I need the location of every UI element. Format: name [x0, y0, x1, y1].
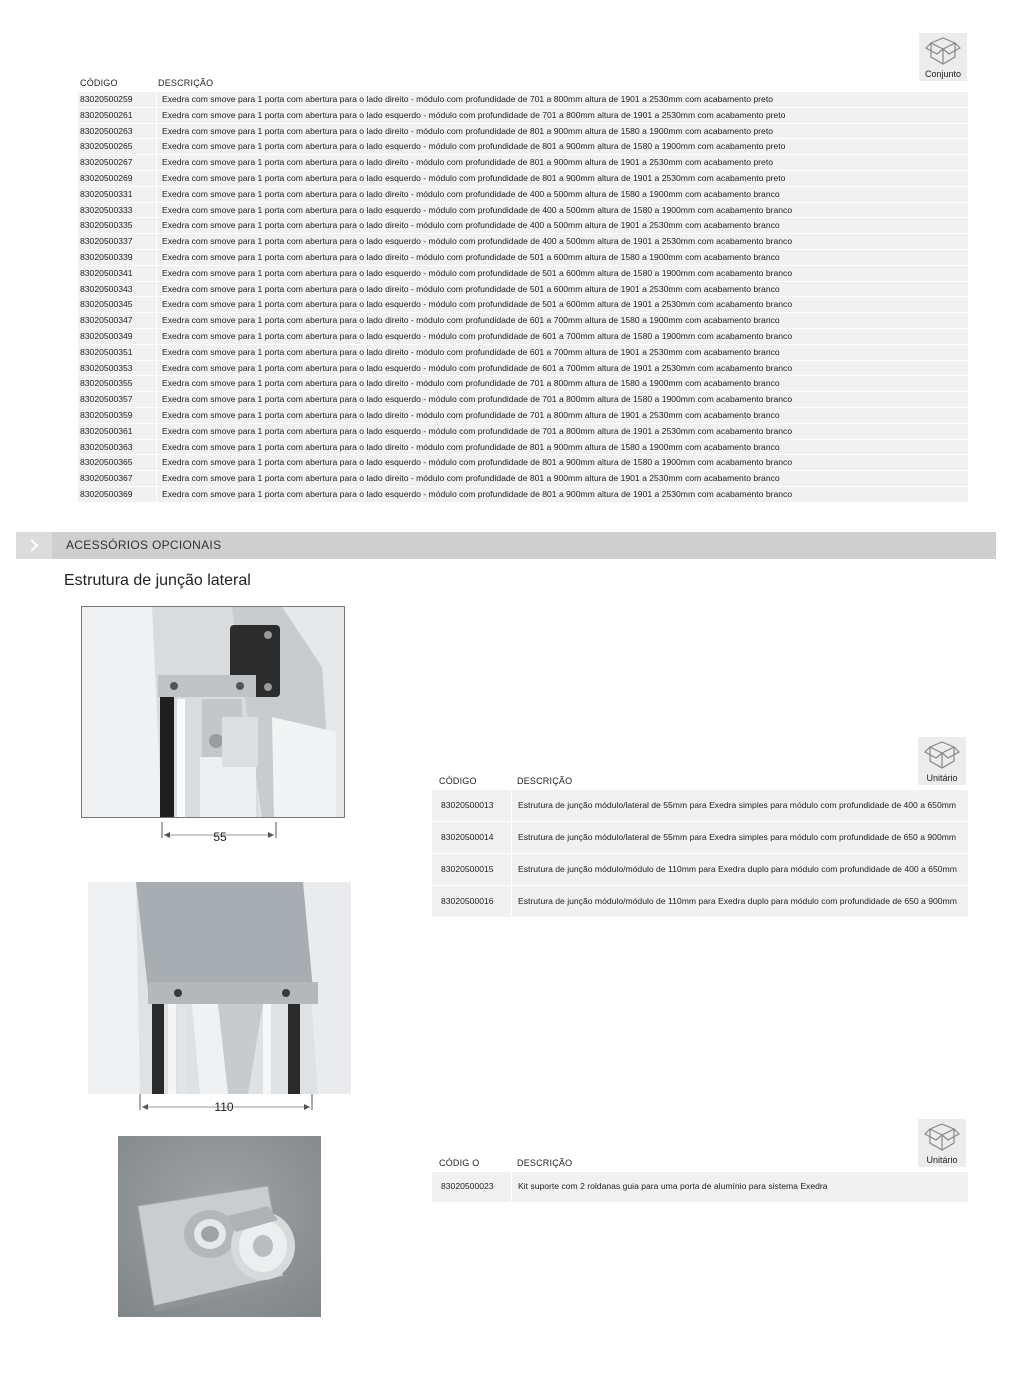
product-description: Exedra com smove para 1 porta com abertura para o lado esquerdo - módulo com profundidade de 801 a 900mm altura de 1580 a 1900mm com acabamento preto	[156, 139, 968, 154]
product-code: 83020500014	[432, 822, 511, 853]
accessories-table	[432, 775, 968, 918]
product-code: 83020500363	[78, 440, 156, 455]
table-row	[78, 282, 968, 297]
table-row	[78, 455, 968, 470]
table-row	[78, 171, 968, 186]
product-code: 83020500267	[78, 155, 156, 170]
dimension-label-110: 110	[214, 1100, 234, 1114]
product-description: Kit suporte com 2 roldanas guia para uma porta de alumínio para sistema Exedra	[511, 1172, 968, 1202]
table-row	[78, 487, 968, 502]
product-description: Exedra com smove para 1 porta com abertura para o lado direito - módulo com profundidade de 701 a 800mm altura de 1901 a 2530mm com acabamento preto	[156, 92, 968, 107]
table-row	[78, 440, 968, 455]
section-bar-optional-accessories	[16, 532, 996, 559]
product-code: 83020500357	[78, 392, 156, 407]
product-description: Exedra com smove para 1 porta com abertura para o lado esquerdo - módulo com profundidade de 501 a 600mm altura de 1901 a 2530mm com acabamento branco	[156, 297, 968, 312]
product-description: Exedra com smove para 1 porta com abertura para o lado direito - módulo com profundidade de 701 a 800mm altura de 1580 a 1900mm com acabamento branco	[156, 376, 968, 391]
table-row	[78, 234, 968, 249]
product-code: 83020500355	[78, 376, 156, 391]
package-badge-set	[919, 33, 967, 81]
product-description: Exedra com smove para 1 porta com abertura para o lado direito - módulo com profundidade de 801 a 900mm altura de 1580 a 1900mm com acabamento branco	[156, 440, 968, 455]
product-description: Exedra com smove para 1 porta com abertura para o lado direito - módulo com profundidade de 501 a 600mm altura de 1580 a 1900mm com acabamento branco	[156, 250, 968, 265]
product-description: Exedra com smove para 1 porta com abertura para o lado esquerdo - módulo com profundidade de 801 a 900mm altura de 1901 a 2530mm com acabamento preto	[156, 171, 968, 186]
product-description: Exedra com smove para 1 porta com abertura para o lado direito - módulo com profundidade de 601 a 700mm altura de 1580 a 1900mm com acabamento branco	[156, 313, 968, 328]
product-code: 83020500345	[78, 297, 156, 312]
product-description: Exedra com smove para 1 porta com abertura para o lado esquerdo - módulo com profundidade de 501 a 600mm altura de 1580 a 1900mm com acabamento branco	[156, 266, 968, 281]
product-description: Exedra com smove para 1 porta com abertura para o lado esquerdo - módulo com profundidade de 400 a 500mm altura de 1580 a 1900mm com acabamento branco	[156, 203, 968, 218]
product-code: 83020500261	[78, 108, 156, 123]
product-code: 83020500269	[78, 171, 156, 186]
table-row	[78, 187, 968, 202]
product-description: Exedra com smove para 1 porta com abertura para o lado direito - módulo com profundidade de 400 a 500mm altura de 1580 a 1900mm com acabamento branco	[156, 187, 968, 202]
column-header-description: DESCRIÇÃO	[517, 1158, 573, 1168]
column-header-description: DESCRIÇÃO	[517, 776, 573, 786]
table-row	[78, 203, 968, 218]
badge-label: Conjunto	[924, 69, 962, 79]
product-code: 83020500369	[78, 487, 156, 502]
product-description: Estrutura de junção módulo/módulo de 110mm para Exedra duplo para módulo com profundidade de 650 a 900mm	[511, 886, 968, 917]
product-code: 83020500347	[78, 313, 156, 328]
product-description: Exedra com smove para 1 porta com abertura para o lado esquerdo - módulo com profundidade de 400 a 500mm altura de 1901 a 2530mm com acabamento branco	[156, 234, 968, 249]
column-header-description: DESCRIÇÃO	[158, 78, 214, 88]
product-description: Estrutura de junção módulo/lateral de 55mm para Exedra simples para módulo com profundidade de 400 a 650mm	[511, 790, 968, 821]
product-code: 83020500349	[78, 329, 156, 344]
table-row	[78, 361, 968, 376]
table-row	[78, 139, 968, 154]
product-description: Estrutura de junção módulo/módulo de 110mm para Exedra duplo para módulo com profundidade de 400 a 650mm	[511, 854, 968, 885]
table-row	[78, 424, 968, 439]
product-code: 83020500365	[78, 455, 156, 470]
product-description: Estrutura de junção módulo/lateral de 55mm para Exedra simples para módulo com profundidade de 650 a 900mm	[511, 822, 968, 853]
product-code: 83020500353	[78, 361, 156, 376]
chevron-right-icon	[29, 539, 39, 552]
table-row	[78, 218, 968, 233]
table-row	[78, 471, 968, 486]
product-table	[78, 77, 968, 503]
product-code: 83020500259	[78, 92, 156, 107]
product-description: Exedra com smove para 1 porta com abertura para o lado direito - módulo com profundidade de 801 a 900mm altura de 1901 a 2530mm com acabamento branco	[156, 471, 968, 486]
product-code: 83020500333	[78, 203, 156, 218]
table-header-row	[78, 78, 968, 91]
product-code: 83020500335	[78, 218, 156, 233]
product-description: Exedra com smove para 1 porta com abertura para o lado esquerdo - módulo com profundidade de 801 a 900mm altura de 1901 a 2530mm com acabamento branco	[156, 487, 968, 502]
column-header-code: CÓDIG O	[439, 1158, 480, 1168]
photo-lateral-joint-55	[81, 606, 345, 818]
subheading-lateral-joint: Estrutura de junção lateral	[64, 572, 251, 589]
table-row	[432, 886, 968, 917]
table-row	[78, 92, 968, 107]
kit-table	[432, 1157, 968, 1203]
badge-label: Unitário	[926, 773, 958, 783]
product-description: Exedra com smove para 1 porta com abertura para o lado esquerdo - módulo com profundidade de 701 a 800mm altura de 1580 a 1900mm com acabamento branco	[156, 392, 968, 407]
product-code: 83020500337	[78, 234, 156, 249]
table-row	[78, 408, 968, 423]
column-header-code: CÓDIGO	[80, 78, 118, 88]
product-description: Exedra com smove para 1 porta com abertura para o lado direito - módulo com profundidade de 501 a 600mm altura de 1901 a 2530mm com acabamento branco	[156, 282, 968, 297]
product-code: 83020500343	[78, 282, 156, 297]
box-icon	[922, 739, 962, 773]
product-description: Exedra com smove para 1 porta com abertura para o lado esquerdo - módulo com profundidade de 701 a 800mm altura de 1901 a 2530mm com acabamento preto	[156, 108, 968, 123]
product-description: Exedra com smove para 1 porta com abertura para o lado esquerdo - módulo com profundidade de 801 a 900mm altura de 1580 a 1900mm com acabamento branco	[156, 455, 968, 470]
table-header-row	[432, 1158, 968, 1171]
product-code: 83020500265	[78, 139, 156, 154]
table-row	[78, 155, 968, 170]
table-row	[432, 790, 968, 821]
table-row	[78, 108, 968, 123]
product-code: 83020500263	[78, 124, 156, 139]
product-code: 83020500023	[432, 1172, 511, 1202]
product-description: Exedra com smove para 1 porta com abertura para o lado esquerdo - módulo com profundidade de 601 a 700mm altura de 1901 a 2530mm com acabamento branco	[156, 361, 968, 376]
table-row	[78, 297, 968, 312]
product-code: 83020500339	[78, 250, 156, 265]
table-row	[432, 822, 968, 853]
box-icon	[923, 35, 963, 69]
product-description: Exedra com smove para 1 porta com abertura para o lado direito - módulo com profundidade de 601 a 700mm altura de 1901 a 2530mm com acabamento branco	[156, 345, 968, 360]
product-description: Exedra com smove para 1 porta com abertura para o lado direito - módulo com profundidade de 400 a 500mm altura de 1901 a 2530mm com acabamento branco	[156, 218, 968, 233]
table-row	[78, 266, 968, 281]
section-title: ACESSÓRIOS OPCIONAIS	[66, 538, 222, 552]
product-code: 83020500016	[432, 886, 511, 917]
product-description: Exedra com smove para 1 porta com abertura para o lado direito - módulo com profundidade de 801 a 900mm altura de 1580 a 1900mm com acabamento preto	[156, 124, 968, 139]
photo-module-joint-110	[88, 882, 351, 1094]
table-row	[78, 376, 968, 391]
product-code: 83020500367	[78, 471, 156, 486]
product-description: Exedra com smove para 1 porta com abertura para o lado direito - módulo com profundidade de 801 a 900mm altura de 1901 a 2530mm com acabamento preto	[156, 155, 968, 170]
product-code: 83020500341	[78, 266, 156, 281]
product-code: 83020500015	[432, 854, 511, 885]
table-row	[78, 124, 968, 139]
badge-label: Unitário	[926, 1155, 958, 1165]
product-code: 83020500351	[78, 345, 156, 360]
table-row	[78, 345, 968, 360]
photo-roller-kit	[118, 1136, 321, 1317]
table-row	[432, 1172, 968, 1202]
section-arrow-box	[16, 532, 52, 559]
table-header-row	[432, 776, 968, 789]
product-code: 83020500013	[432, 790, 511, 821]
table-row	[432, 854, 968, 885]
product-description: Exedra com smove para 1 porta com abertura para o lado esquerdo - módulo com profundidade de 701 a 800mm altura de 1901 a 2530mm com acabamento branco	[156, 424, 968, 439]
product-code: 83020500331	[78, 187, 156, 202]
box-icon	[922, 1121, 962, 1155]
column-header-code: CÓDIGO	[439, 776, 477, 786]
table-row	[78, 313, 968, 328]
table-row	[78, 329, 968, 344]
dimension-label-55: 55	[213, 830, 227, 844]
product-description: Exedra com smove para 1 porta com abertura para o lado esquerdo - módulo com profundidade de 601 a 700mm altura de 1580 a 1900mm com acabamento branco	[156, 329, 968, 344]
product-code: 83020500359	[78, 408, 156, 423]
product-code: 83020500361	[78, 424, 156, 439]
table-row	[78, 250, 968, 265]
table-row	[78, 392, 968, 407]
product-description: Exedra com smove para 1 porta com abertura para o lado direito - módulo com profundidade de 701 a 800mm altura de 1901 a 2530mm com acabamento branco	[156, 408, 968, 423]
